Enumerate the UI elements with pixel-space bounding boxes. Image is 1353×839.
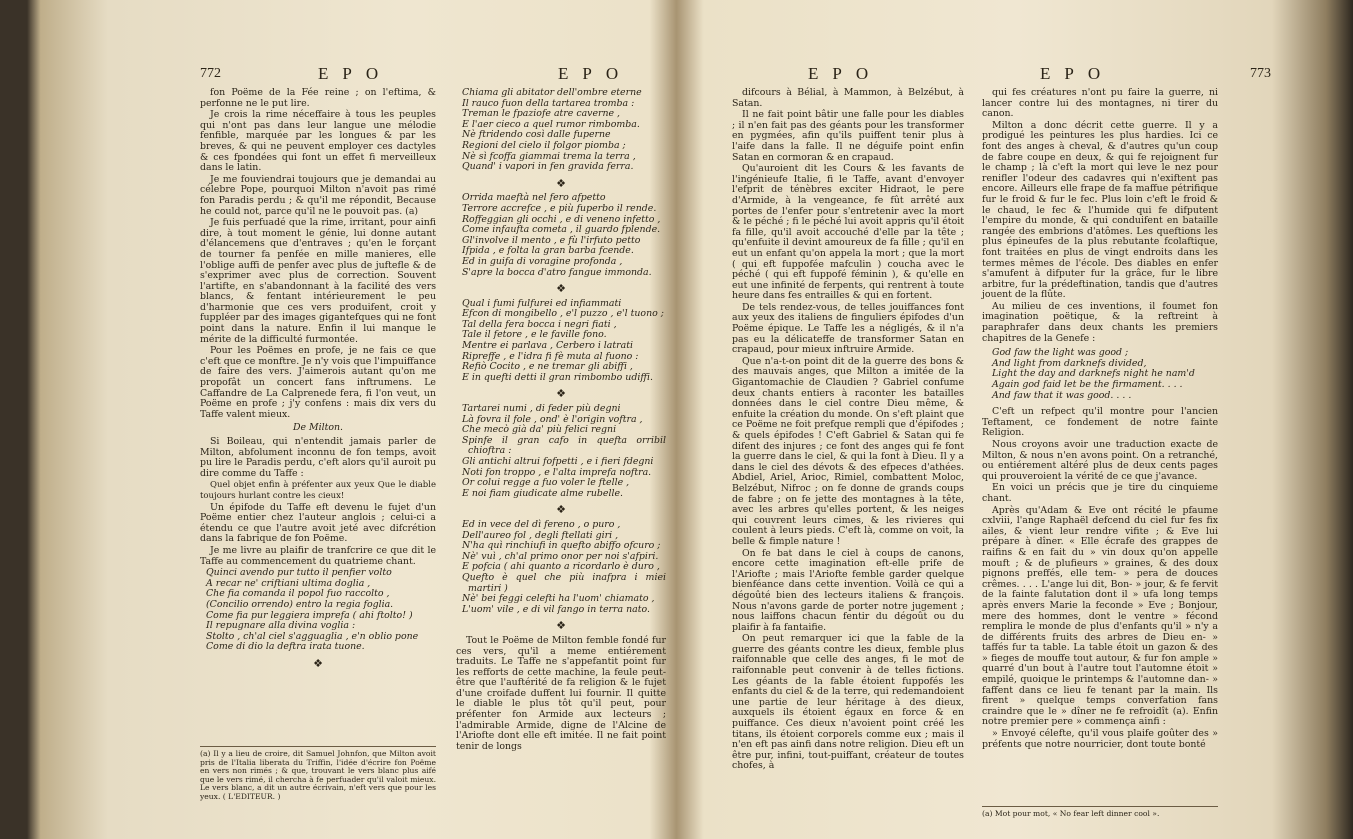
- verse-line: S'apre la bocca d'atro fangue immonda.: [462, 266, 652, 278]
- paragraph: En voici un précis que je tire du cinquieme chant.: [982, 482, 1218, 504]
- page-number-right: 773: [1250, 66, 1271, 81]
- verse-line: Nè' vuì , ch'al primo onor per noi s'afpiri.: [462, 550, 659, 562]
- verse-line: And light from darknefs divided,: [992, 357, 1147, 369]
- paragraph: Au milieu de ces inventions, il foumet fon imagination poëtique, & la reftreint à paraphrafer dans deux chants les premiers chapitres de la Genefe :: [982, 300, 1218, 344]
- right-column-2: [982, 88, 1218, 751]
- ornament: ❖: [313, 656, 323, 670]
- verse-line: God faw the light was good ;: [992, 347, 1129, 359]
- verse-line: Tale il fetore , e le faville fono.: [462, 329, 607, 341]
- paragraph: Milton a donc décrit cette guerre. Il y a prodigué les peintures les plus hardies. Ici ce font des anges à cheval, & d'autres qu'un coup de fabre coupe en deux, & qui fe rejoignent fur le champ ; là c'eft la mort qui leve le nez pour renifler l'odeur des cadavres qui n'exiftent pas encore. Ailleurs elle frape de fa maffue pétrifique fur le froid & fur le fec. Plus loin c'eft le froid & le chaud, le fec & l'humide qui fe difputent l'empire du monde, & qui conduifent en bataille rangée des embrions d'atômes. Les queftions les plus épineufes de la plus rebutante fcolaftique, font traitées en plus de vingt endroits dans les termes mêmes de l'école. Des diables en enfer s'amufent à difputer fur la grâce, fur le libre arbitre, fur la prédeftination, tandis que d'autres jouent de la flûte.: [982, 119, 1218, 301]
- verse-line: Or colui regge a fuo voler le ftelle ,: [462, 477, 630, 489]
- verse-line: Tal della fera bocca i negri fiati ,: [462, 318, 617, 330]
- verse-line: Treman le fpaziofe atre caverne ,: [462, 108, 621, 120]
- running-header-right-col1: EPO: [808, 64, 883, 83]
- verse-line: Nè ftridendo così dalle fuperne: [462, 129, 611, 141]
- paragraph: Après qu'Adam & Eve ont récité le pfaume cxlviii, l'ange Raphaël defcend du ciel fur fes fix ailes, & vient leur rendre vifite ; & Eve lui prépare à dîner. « Elle écrafe des grappes de raifins & en fait du » vin doux qu'on appelle mouft ; & de plufieurs » graines, & des doux pignons preffés, elle tem- » pera de douces crêmes. . . . L'ange lui dit, Bon- » jour, & fe fervit de la fainte falutation dont il » ufa long temps après envers Marie la feconde » Eve ; Bonjour, mere des hommes, dont le ventre » fécond remplira le monde de plus d'enfants qu'il » n'y a de différents fruits des arbres de Dieu en- » taffés fur ta table. La table étoit un gazon & des » fieges de mouffe tout autour, & fur fon ample » quarré d'un bout à l'autre tout l'automne étoit » empilé, quoique le printemps & l'automne dan- » faffent dans ce lieu fe tenant par la main. Ils firent » quelque temps converfation fans craindre que le » dîner ne fe refroidît (a). Enfin notre premier pere » commença ainfi :: [982, 504, 1218, 728]
- ornament: ❖: [556, 503, 566, 517]
- running-header-left: EPO: [318, 64, 393, 83]
- verse-line: Come di dio la deftra irata tuone.: [206, 641, 365, 653]
- paragraph: Si Boileau, qui n'entendit jamais parler de Milton, abfolument inconnu de fon temps, avoit pu lire le Paradis perdu, c'eft alors qu'il auroit pu dire comme du Taffe :: [200, 436, 436, 479]
- verse-line: Dell'aureo fol , degli ftellati giri ,: [462, 529, 619, 541]
- paragraph: On peut remarquer ici que la fable de la guerre des géants contre les dieux, femble plus raifonnable que celle des anges, fi le mot de raifonnable peut convenir à de telles fictions. Les géants de la fable étoient fuppofés les enfants du ciel & de la terre, qui redemandoient une partie de leur héritage à des dieux, auxquels ils étoient égaux en force & en puiffance. Ces dieux n'avoient point créé les titans, ils étoient corporels comme eux ; mais il n'en eft pas ainfi dans notre religion. Dieu eft un être pur, infini, tout-puiffant, créateur de toutes chofes, à: [732, 633, 964, 772]
- verse-line: Noti fon troppo , e l'alta imprefa noftra.: [462, 466, 652, 478]
- verse-line: E pofcia ( ahi quanto a ricordarlo è duro ,: [462, 561, 660, 573]
- paragraph: Tout le Poëme de Milton femble fondé fur ces vers, qu'il a meme entiérement traduits. Le Taffe ne s'appefantit point fur les refforts de cette machine, la feule peut-être que l'auftérité de fa religion & le fujet d'une croifade duffent lui fournir. Il quitte le diable le plus tôt qu'il peut, pour préfenter fon Armide aux lecteurs ; l'admirable Armide, digne de l'Alcine de l'Ariofte dont elle eft imitée. Il ne fait point tenir de longs: [456, 634, 666, 752]
- left-column-2: [456, 88, 666, 753]
- paragraph: Il ne fait point bâtir une falle pour les diables ; il n'en fait pas des géants pour les transformer en pygmées, afin qu'ils puiffent tenir plus à l'aife dans la falle. Il ne déguife point enfin Satan en cormoran & en crapaud.: [732, 109, 964, 163]
- stanza: [456, 193, 666, 278]
- stanza: [456, 88, 666, 173]
- verse-line: Spinfe il gran cafo in quefta orribil chioftra :: [462, 434, 666, 457]
- verse-line: Quinci avendo pur tutto il penfier volto: [206, 567, 392, 579]
- verse-line: Gl'involve il mento , e fù l'irfuto petto: [462, 234, 641, 246]
- paragraph: Je me livre au plaifir de tranfcrire ce que dit le Taffe au commencement du quatrieme chant.: [200, 544, 436, 567]
- verse-line: Quand' i vapori in fen gravida ferra.: [462, 161, 634, 173]
- paragraph: » Envoyé célefte, qu'il vous plaife goûter des » préfents que notre nourricier, dont toute bonté: [982, 728, 1218, 750]
- ornament: ❖: [556, 282, 566, 296]
- verse-line: Again god faid let be the firmament. . . .: [992, 379, 1183, 391]
- quote: Quel objet enfin à préfenter aux yeux Que le diable toujours hurlant contre les cieux!: [200, 480, 436, 501]
- right-page: [690, 0, 1330, 839]
- verse-line: Che mecò già da' più felici regni: [462, 424, 617, 436]
- paragraph: Nous croyons avoir une traduction exacte de Milton, & nous n'en avons point. On a retranché, ou entiérement altéré plus de deux cents pages qui prouveroient la vérité de ce que j'avance.: [982, 439, 1218, 482]
- paragraph: Je fuis perfuadé que la rime, irritant, pour ainfi dire, à tout moment le génie, lui donne autant d'élancemens que d'entraves ; qu'en le forçant de tourner fa penfée en mille manieres, elle l'oblige auffi de penfer avec plus de juftefle & de s'exprimer avec plus de correction. Souvent l'artifte, en s'abandonnant à la facilité des vers blancs, & fentant intérieurement le peu d'harmonie que ces vers produifent, croit y fuppléer par des images gigantefques qui ne font point dans la nature. Enfin il lui manque le mérite de la difficulté furmontée.: [200, 217, 436, 345]
- paragraph: De tels rendez-vous, de telles jouiffances font aux yeux des italiens de finguliers épifodes d'un Poëme épique. Le Taffe les a négligés, & il n'a pas eu la délicateffe de transformer Satan en crapaud, pour mieux inftruire Armide.: [732, 301, 964, 356]
- verse-line: Nè' bei feggi celefti ha l'uom' chiamato ,: [462, 593, 655, 605]
- footnote-right: (a) Mot pour mot, « No fear left dinner cool ».: [982, 806, 1218, 819]
- stanza: [456, 299, 666, 384]
- paragraph: qui fes créatures n'ont pu faire la guerre, ni lancer contre lui des montagnes, ni tirer du canon.: [982, 87, 1218, 120]
- verse-line: Terrore accrefce , e più fuperbo il rende.: [462, 202, 657, 214]
- left-column-1: [200, 88, 436, 673]
- verse-line: Orrida maeftà nel fero afpetto: [462, 192, 606, 204]
- paragraph: C'eft un refpect qu'il montre pour l'ancien Teftament, ce fondement de notre fainte Religion.: [982, 406, 1218, 439]
- verse-line: E in quefti detti il gran rimbombo udiffi.: [462, 371, 653, 383]
- verse-line: E noi fiam giudicate alme rubelle.: [462, 487, 623, 499]
- paragraph: Je crois la rime néceffaire à tous les peuples qui n'ont pas dans leur langue une mélodie fenfible, marquée par les longues & par les breves, & qui ne peuvent employer ces dactyles & ces fpondées qui font un effet fi merveilleux dans le latin.: [200, 109, 436, 174]
- verse-line: Là fovra il fole , ond' è l'origin voftra ,: [462, 413, 643, 425]
- footnote-left: (a) Il y a lieu de croire, dit Samuel Johnfon, que Milton avoit pris de l'Italia liberata du Triffin, l'idée d'écrire fon Poëme en vers non rimés ; & que, trouvant le vers blanc plus aifé que le vers rimé, il chercha à fe perfuader qu'il valoit mieux. Le vers blanc, a dit un autre écrivain, n'eft vers que pour les yeux. ( L'EDITEUR. ): [200, 746, 436, 802]
- verse-line: (Concilio orrendo) entro la regia foglia.: [206, 598, 394, 610]
- verse-line: Quefto è quel che più inafpra i miei martiri ): [462, 571, 666, 594]
- paragraph: Que n'a-t-on point dit de la guerre des bons & des mauvais anges, que Milton a imitée de la Gigantomachie de Claudien ? Gabriel confume deux chants entiers à raconter les batailles données dans le ciel contre Dieu même, & enfuite la création du monde. On s'eft plaint que ce Poëme ne foit prefque rempli que d'épifodes ; & quels épifodes ! C'eft Gabriel & Satan qui fe difent des injures ; ce font des anges qui fe font la guerre dans le ciel, & qui la font à Dieu. Il y a dans le ciel des dévots & des efpeces d'athées. Abdiel, Ariel, Arioc, Rimiel, combattent Moloc, Belzébut, Nifroc ; on fe donne de grands coups de fabre ; on fe jette des montagnes à la tête, avec les arbres qu'elles portent, & les neiges qui couvrent leurs cimes, & les rivieres qui coulent à leurs pieds. C'eft là, comme on voit, la belle & fimple nature !: [732, 355, 964, 547]
- page-number-left: 772: [200, 66, 221, 81]
- paragraph: difcours à Bélial, à Mammon, à Belzébut, à Satan.: [732, 87, 964, 109]
- stanza: [456, 520, 666, 615]
- verse-line: Gli antichi altrui fofpetti , e i fieri fdegni: [462, 456, 654, 467]
- verse-line: Qual i fumi fulfurei ed infiammati: [462, 297, 622, 309]
- verse-line: Refiò Cocito , e ne tremar gli abiffi ,: [462, 361, 633, 373]
- verse-line: N'ha quì rinchiufi in quefto abiffo ofcuro ;: [462, 540, 661, 552]
- right-column-1: [732, 88, 964, 773]
- verse-line: Che fia comanda il popol fuo raccolto ,: [206, 588, 390, 600]
- paragraph: Un épifode du Taffe eft devenu le fujet d'un Poëme entier chez l'auteur anglois ; celui-ci a étendu ce que l'autre avoit jeté avec difcrétion dans la fabrique de fon Poëme.: [200, 501, 436, 545]
- paragraph: On fe bat dans le ciel à coups de canons, encore cette imagination eft-elle prife de l'Ariofte ; mais l'Ariofte femble garder quelque bienféance dans cette invention. Voilà ce qui a dégoûté bien des lecteurs italiens & françois. Nous n'avons garde de porter notre jugement ; nous laiffons chacun fentir du dégoût ou du plaifir à fa fantaifie.: [732, 547, 964, 633]
- verse-line: Mentre ei parlava , Cerbero i latrati: [462, 340, 634, 352]
- ornament: ❖: [556, 619, 566, 633]
- verse-line: E l'aer cieco a quel rumor rimbomba.: [462, 118, 640, 130]
- verse-line: And faw that it was good. . . .: [992, 389, 1132, 401]
- ornament: ❖: [556, 387, 566, 401]
- paragraph: Qu'auroient dit les Cours & les favants de l'ingénieufe Italie, fi le Taffe, avant d'envoyer l'efprit de ténèbres exciter Hidraot, le pere d'Armide, à la vengeance, fe fût arrêté aux portes de l'enfer pour s'entretenir avec la mort & le péché ; fi le péché lui avoit appris qu'il étoit fa fille, qu'il avoit accouché d'elle par la tête ; qu'enfuite il devint amoureux de fa fille ; qu'il en eut un enfant qu'on appela la mort ; que la mort ( qui eft fuppofée mafculin ) coucha avec le péché ( qui eft fuppofé féminin ), & qu'elle en eut une infinité de ferpents, qui rentrent à toute heure dans fes entrailles & qui en fortent.: [732, 163, 964, 302]
- english-verse: [992, 348, 1218, 401]
- paragraph: Pour les Poëmes en profe, je ne fais ce que c'eft que ce monftre. Je n'y vois que l'impuiffance de faire des vers. J'aimerois autant qu'on me propofât un concert fans inftrumens. Le Caffandre de La Calprenede fera, fi l'on veut, un Poëme en profe ; j'y confens : mais dix vers du Taffe valent mieux.: [200, 345, 436, 420]
- verse-line: A recar ne' criftiani ultima doglia ,: [206, 577, 371, 589]
- paragraph: Je me fouviendrai toujours que je demandai au célebre Pope, pourquoi Milton n'avoit pas rimé fon Paradis perdu ; & qu'il me répondit, Because he could not, parce qu'il ne le pouvoit pas. (a): [200, 173, 436, 217]
- verse-line: Nè sì fcoffa giammai trema la terra ,: [462, 150, 636, 162]
- ornament: ❖: [556, 176, 566, 190]
- verse-line: Light the day and darknefs night he nam'd: [992, 368, 1195, 380]
- verse-line: Il repugnare alla divina voglia :: [206, 620, 356, 632]
- verse-line: Stolto , ch'al ciel s'agguaglia , e'n oblio pone: [206, 630, 419, 642]
- verse-line: Come infaufta cometa , il guardo fplende.: [462, 224, 661, 236]
- verse-line: Il rauco fuon della tartarea tromba :: [462, 97, 635, 109]
- verse-line: L'uom' vile , e di vil fango in terra nato.: [462, 603, 650, 615]
- italian-stanzas: [456, 88, 666, 632]
- verse-line: Come fia pur leggiera imprefa ( ahi ftolto! ): [206, 609, 413, 621]
- verse-line: Ed in guifa di voragine profonda ,: [462, 255, 623, 267]
- verse-line: Tartarei numi , di feder più degni: [462, 403, 621, 415]
- running-header-right: EPO: [1040, 64, 1115, 83]
- paragraph: fon Poëme de la Fée reine ; on l'eftima, & perfonne ne le put lire.: [200, 87, 436, 109]
- left-page: [28, 0, 668, 839]
- verse-line: Ripreffe , e l'idra fi fè muta al fuono :: [462, 350, 639, 362]
- verse-line: Efcon di mongibello , e'l puzzo , e'l tuono ;: [462, 308, 664, 320]
- verse-line: Chiama gli abitator dell'ombre eterne: [462, 87, 642, 98]
- section-heading: De Milton.: [292, 422, 344, 434]
- verse-line: Ed in vece del dì fereno , o puro ,: [462, 518, 621, 530]
- verse-line: Regioni del cielo il folgor piomba ;: [462, 139, 626, 151]
- italian-verse: [200, 568, 436, 653]
- verse-line: Ifpida , e folta la gran barba fcende.: [462, 245, 634, 257]
- stanza: [456, 404, 666, 499]
- running-header-left-col2: EPO: [558, 64, 633, 83]
- verse-line: Roffeggian gli occhi , e di veneno infetto ,: [462, 213, 661, 225]
